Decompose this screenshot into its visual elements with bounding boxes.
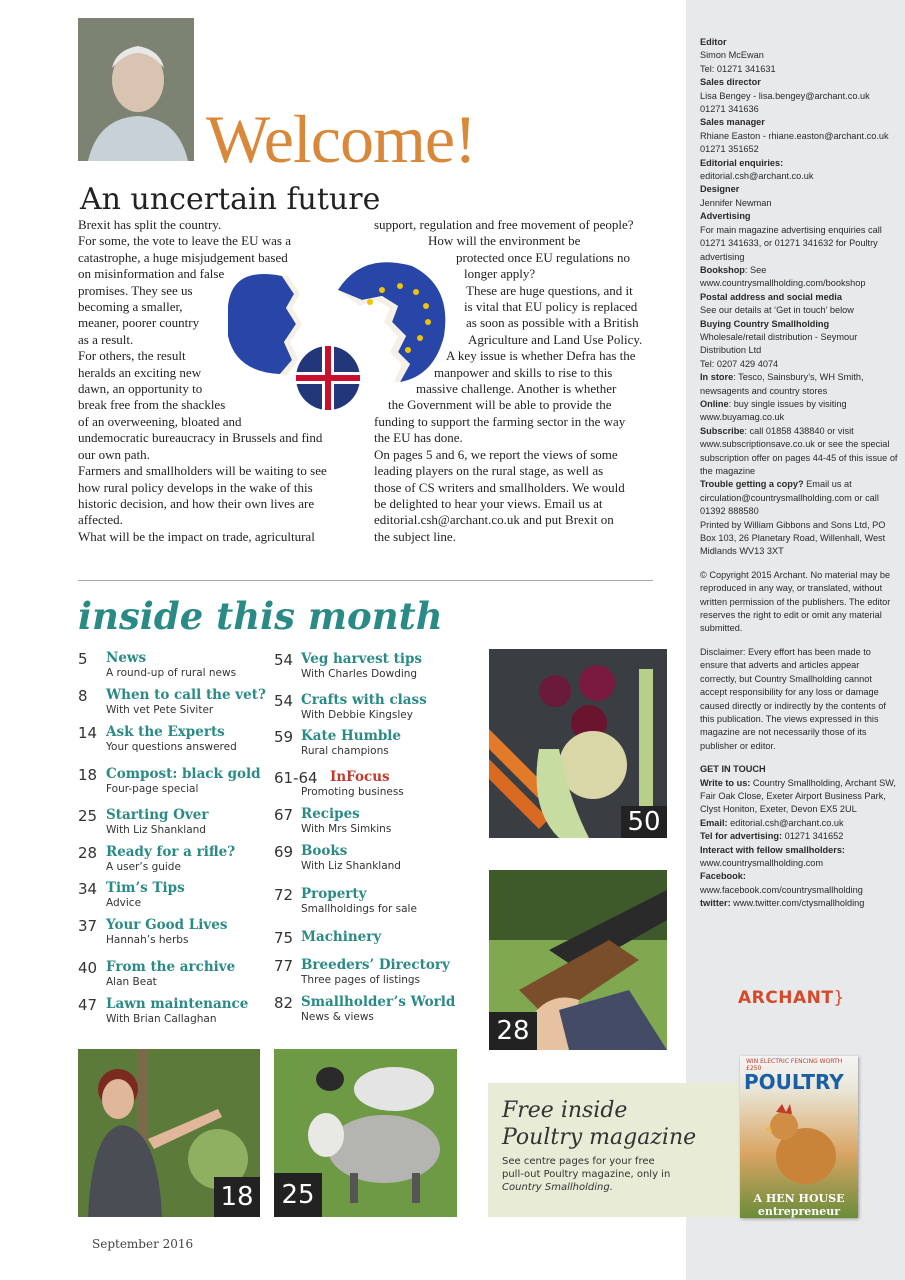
article-line: those of CS writers and smallholders. We would xyxy=(374,479,625,495)
toc-subtitle: With Charles Dowding xyxy=(301,668,418,680)
article-line: affected. xyxy=(78,512,123,528)
toc-subtitle: With Debbie Kingsley xyxy=(301,709,413,721)
toc-page-number: 18 xyxy=(78,766,98,784)
masthead-entry: Sales director Lisa Bengey - lisa.bengey@archant.co.uk xyxy=(700,77,870,101)
article-line: massive challenge. Another is whether xyxy=(416,381,617,397)
cover-feature: A HEN HOUSE entrepreneur xyxy=(753,1192,845,1218)
toc-page-number: 40 xyxy=(78,959,98,977)
masthead-entry: Editorial enquiries: editorial.csh@archant.co.uk xyxy=(700,157,814,182)
toc-entry[interactable] xyxy=(274,651,474,685)
toc-page-number: 14 xyxy=(78,724,98,742)
contents-heading: inside this month xyxy=(78,594,443,638)
toc-subtitle: Smallholdings for sale xyxy=(301,903,417,915)
toc-entry[interactable] xyxy=(78,766,278,800)
toc-title: Lawn maintenance xyxy=(106,996,249,1012)
portrait-image xyxy=(78,18,194,161)
masthead-entry: Printed by William Gibbons and Sons Ltd, PO Box 103, 26 Planetary Road, Willenhall, West Midlands WV13 3XT xyxy=(700,519,886,557)
article-line: For others, the result xyxy=(78,348,186,364)
toc-title: Tim’s Tips xyxy=(106,880,185,896)
toc-subtitle: A user’s guide xyxy=(106,861,181,873)
toc-entry[interactable] xyxy=(274,806,474,840)
masthead-lines xyxy=(700,36,898,559)
veg-photo xyxy=(489,649,667,838)
toc-entry[interactable] xyxy=(78,844,278,878)
article-line: How will the environment be xyxy=(428,233,581,249)
article-line: promises. They see us xyxy=(78,282,193,298)
toc-title: Kate Humble xyxy=(301,728,402,744)
toc-title: When to call the vet? xyxy=(106,687,266,703)
masthead-entry: 01271 341636 xyxy=(700,104,759,115)
archant-logo: ARCHANT} xyxy=(738,988,845,1008)
toc-page-number: 28 xyxy=(78,844,98,862)
page-badge-25: 25 xyxy=(274,1173,322,1217)
article-line: the EU has done. xyxy=(374,430,463,446)
toc-page-number: 82 xyxy=(274,994,294,1012)
article-line: meaner, poorer country xyxy=(78,315,200,331)
write-to-us: Write to us: Country Smallholding, Archant SW, Fair Oak Close, Exeter Airport Business Park, Clyst Honiton, Exeter, Devon EX5 2UL xyxy=(700,777,896,815)
toc-title: Breeders’ Directory xyxy=(301,957,450,973)
article-line: Farmers and smallholders will be waiting to see xyxy=(78,463,327,479)
masthead-entry: Tel: 0207 429 4074 xyxy=(700,358,779,369)
masthead-entry: Tel: 01271 341631 xyxy=(700,63,776,74)
toc-entry[interactable] xyxy=(78,917,278,951)
masthead-entry: Advertising For main magazine advertising enquiries call 01271 341633, or 01271 341632 for Poultry advertising xyxy=(700,211,882,262)
page-badge-50: 50 xyxy=(621,806,667,838)
article-line: Brexit has split the country. xyxy=(78,217,222,232)
article-line: of an overweening, bloated and xyxy=(78,413,242,429)
toc-page-number: 25 xyxy=(78,807,98,825)
toc-subtitle: Promoting business xyxy=(301,786,404,798)
toc-title: Crafts with class xyxy=(301,692,427,708)
toc-title: Starting Over xyxy=(106,807,209,823)
page-title: Welcome! xyxy=(206,101,476,177)
twitter-line[interactable]: twitter: www.twitter.com/ctysmallholding xyxy=(700,898,865,909)
masthead-entry: Buying Country Smallholding Wholesale/retail distribution - Seymour Distribution Ltd xyxy=(700,318,858,356)
toc-entry[interactable] xyxy=(78,959,278,993)
hen-icon xyxy=(762,1100,842,1190)
toc-subtitle: Advice xyxy=(106,897,142,909)
toc-subtitle: With Liz Shankland xyxy=(106,824,206,836)
article-line: as a result. xyxy=(78,331,134,347)
toc-page-number: 47 xyxy=(78,996,98,1014)
article-line: be delighted to hear your views. Email us at xyxy=(374,495,603,511)
article-line: What will be the impact on trade, agricultural xyxy=(78,528,315,544)
article-line: protected once EU regulations no xyxy=(456,249,630,265)
article-line: historic decision, and how their own lives are xyxy=(78,495,315,511)
poultry-magazine-cover xyxy=(740,1056,858,1218)
article-line: leading players on the rural stage, as well as xyxy=(374,463,604,479)
toc-page-number: 54 xyxy=(274,692,294,710)
article-column-left xyxy=(78,217,363,545)
toc-page-number: 54 xyxy=(274,651,294,669)
masthead-entry: Editor Simon McEwan xyxy=(700,37,764,61)
article-line: our own path. xyxy=(78,446,150,462)
toc-title: InFocus xyxy=(330,769,390,785)
toc-page-number: 72 xyxy=(274,886,294,904)
article-line: dawn, an opportunity to xyxy=(78,381,203,397)
article-line: funding to support the farming sector in the way xyxy=(374,413,626,429)
contact-tel: Tel for advertising: 01271 341652 xyxy=(700,831,844,842)
article-line: becoming a smaller, xyxy=(78,299,183,315)
toc-page-number: 34 xyxy=(78,880,98,898)
toc-subtitle: Four-page special xyxy=(106,783,199,795)
contact-email[interactable]: Email: editorial.csh@archant.co.uk xyxy=(700,817,844,828)
article-line: On pages 5 and 6, we report the views of some xyxy=(374,446,618,462)
toc-subtitle: With vet Pete Siviter xyxy=(106,704,214,716)
editor-portrait xyxy=(78,18,194,161)
article-headline: An uncertain future xyxy=(80,182,381,217)
masthead-entry: Designer Jennifer Newman xyxy=(700,184,772,208)
toc-title: Books xyxy=(301,843,348,859)
toc-page-number: 75 xyxy=(274,929,294,947)
toc-entry[interactable] xyxy=(274,994,474,1028)
article-line: break free from the shackles xyxy=(78,397,226,413)
toc-subtitle: News & views xyxy=(301,1011,374,1023)
toc-page-number: 77 xyxy=(274,957,294,975)
sheep-photo xyxy=(274,1049,457,1217)
toc-page-number: 8 xyxy=(78,687,88,705)
article-line: how rural policy develops in the wake of this xyxy=(78,479,313,495)
toc-page-number: 67 xyxy=(274,806,294,824)
article-line: For some, the vote to leave the EU was a xyxy=(78,233,291,249)
toc-subtitle: With Mrs Simkins xyxy=(301,823,392,835)
toc-entry[interactable] xyxy=(78,996,278,1030)
article-line: on misinformation and false xyxy=(78,266,225,282)
toc-title: Ready for a rifle? xyxy=(106,844,236,860)
toc-title: Compost: black gold xyxy=(106,766,261,782)
article-line: Agriculture and Land Use Policy. xyxy=(468,331,643,347)
toc-subtitle: A round-up of rural news xyxy=(106,667,237,679)
toc-entry[interactable] xyxy=(274,843,474,877)
toc-subtitle: Three pages of listings xyxy=(301,974,421,986)
article-line: longer apply? xyxy=(464,266,536,282)
toc-page-number: 37 xyxy=(78,917,98,935)
masthead-entry: In store: Tesco, Sainsbury’s, WH Smith, newsagents and country stores xyxy=(700,372,864,396)
article-line: These are huge questions, and it xyxy=(466,282,633,298)
article-line: as soon as possible with a British xyxy=(466,315,639,331)
toc-title: Recipes xyxy=(301,806,360,822)
masthead-entry: Trouble getting a copy? Email us at circulation@countrysmallholding.com or call 01392 888580 xyxy=(700,479,879,517)
garden-photo xyxy=(78,1049,260,1217)
get-in-touch-heading: GET IN TOUCH xyxy=(700,764,766,775)
masthead-text xyxy=(700,36,898,911)
article-line: support, regulation and free movement of people? xyxy=(374,217,634,232)
cover-title: POULTRY xyxy=(744,1070,844,1094)
toc-title: Property xyxy=(301,886,367,902)
article-line: catastrophe, a huge misjudgement based xyxy=(78,249,288,265)
toc-entry[interactable] xyxy=(274,728,474,762)
toc-entry[interactable] xyxy=(274,886,474,920)
toc-entry[interactable] xyxy=(78,687,278,721)
page-badge-18: 18 xyxy=(214,1177,260,1217)
toc-title: Ask the Experts xyxy=(106,724,225,740)
cover-banner: WIN ELECTRIC FENCING WORTH £250 xyxy=(746,1058,843,1072)
toc-page-number: 5 xyxy=(78,650,88,668)
article-line: editorial.csh@archant.co.uk and put Brexit on xyxy=(374,512,614,528)
masthead-entry: Postal address and social media See our details at ‘Get in touch’ below xyxy=(700,291,854,316)
article-line: manpower and skills to rise to this xyxy=(434,364,613,380)
toc-title: Your Good Lives xyxy=(106,917,228,933)
disclaimer-text: Disclaimer: Every effort has been made to ensure that adverts and articles appear correctly, but Country Smallholding cannot accept responsibility for any loss or damage caused directly or indirectly by the contents of this publication. The views expressed in this magazine are not necessarily those of its publisher or editor. xyxy=(700,646,886,751)
article-line: heralds an exciting new xyxy=(78,364,202,380)
promo-description: See centre pages for your free pull-out Poultry magazine, only in Country Smallholding. xyxy=(502,1156,671,1193)
article-line: the subject line. xyxy=(374,528,456,544)
toc-entry[interactable] xyxy=(78,807,278,841)
facebook-line[interactable]: Facebook: www.facebook.com/countrysmallholding xyxy=(700,871,863,895)
copyright-text: © Copyright 2015 Archant. No material may be reproduced in any way, or translated, without written permission of the publishers. The editor reserves the right to edit or omit any material submitted. xyxy=(700,569,891,634)
section-divider xyxy=(78,580,653,581)
toc-entry[interactable] xyxy=(274,769,474,803)
article-line: A key issue is whether Defra has the xyxy=(446,348,636,364)
toc-entry[interactable] xyxy=(78,650,278,684)
toc-entry[interactable] xyxy=(274,692,474,726)
page-badge-28: 28 xyxy=(489,1012,537,1050)
toc-subtitle: With Liz Shankland xyxy=(301,860,401,872)
masthead-entry: Bookshop: See www.countrysmallholding.com/bookshop xyxy=(700,264,866,289)
promo-title: Free inside Poultry magazine xyxy=(502,1098,697,1150)
masthead-entry: Online: buy single issues by visiting www.buyamag.co.uk xyxy=(700,398,847,423)
article-line: undemocratic bureaucracy in Brussels and find xyxy=(78,430,323,446)
toc-entry[interactable] xyxy=(274,957,474,991)
masthead-entry: Subscribe: call 01858 438840 or visit www.subscriptionsave.co.uk or see the special subscription offer on pages 44-45 of this issue of the magazine xyxy=(700,425,898,476)
toc-subtitle: Rural champions xyxy=(301,745,389,757)
toc-subtitle: Hannah’s herbs xyxy=(106,934,189,946)
toc-entry[interactable] xyxy=(78,880,278,914)
toc-title: News xyxy=(106,650,147,666)
toc-subtitle: Your questions answered xyxy=(106,741,237,753)
toc-title: Machinery xyxy=(301,929,382,945)
masthead-entry: Sales manager Rhiane Easton - rhiane.easton@archant.co.uk xyxy=(700,117,889,141)
toc-page-number: 61-64 xyxy=(274,769,318,787)
toc-subtitle: With Brian Callaghan xyxy=(106,1013,217,1025)
toc-page-number: 59 xyxy=(274,728,294,746)
toc-title: Veg harvest tips xyxy=(301,651,423,667)
masthead-entry: 01271 351652 xyxy=(700,144,759,155)
toc-subtitle: Alan Beat xyxy=(106,976,157,988)
toc-entry[interactable] xyxy=(78,724,278,758)
toc-title: Smallholder’s World xyxy=(301,994,456,1010)
interact-line[interactable]: Interact with fellow smallholders: www.countrysmallholding.com xyxy=(700,844,845,868)
issue-date: September 2016 xyxy=(92,1237,194,1251)
toc-page-number: 69 xyxy=(274,843,294,861)
article-line: the Government will be able to provide the xyxy=(388,397,612,413)
article-column-right xyxy=(374,217,664,545)
article-line: is vital that EU policy is replaced xyxy=(464,299,638,315)
rifle-photo xyxy=(489,870,667,1050)
toc-title: From the archive xyxy=(106,959,236,975)
